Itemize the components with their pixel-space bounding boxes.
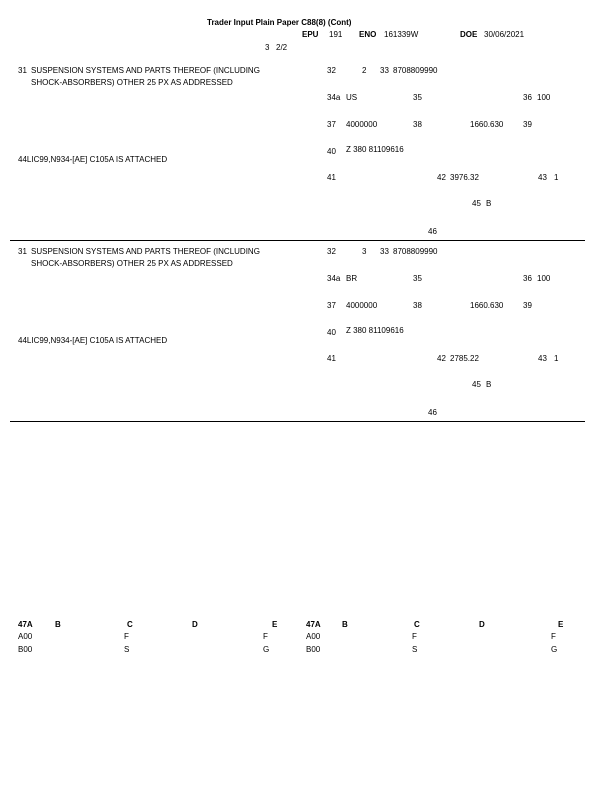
table-cell: F [551,632,556,641]
box-44-additional-info: 44LIC99,N934-[AE] C105A IS ATTACHED [18,155,168,164]
column-header: D [479,620,485,629]
box-33-label: 33 [380,247,389,256]
box-32-label: 32 [327,66,336,75]
commodity-code: 8708809990 [393,247,438,256]
box-42-label: 42 [437,354,446,363]
box-46-label: 46 [428,408,437,417]
box-36-value: 100 [537,274,551,283]
box-31-label: 31 [18,66,27,75]
commodity-code: 8708809990 [393,66,438,75]
goods-description-line-2: SHOCK-ABSORBERS) OTHER 25 PX AS ADDRESSED [31,78,233,87]
table-cell: A00 [18,632,33,641]
doe-value: 30/06/2021 [484,30,525,39]
previous-document: Z 380 81109616 [346,145,404,154]
page-number: 2/2 [276,43,288,52]
box-38-label: 38 [413,120,422,129]
box-34a-label: 34a [327,274,341,283]
table-cell: S [124,645,130,654]
box-46-label: 46 [428,227,437,236]
eno-label: ENO [359,30,377,39]
box-37-label: 37 [327,301,336,310]
box-40-label: 40 [327,147,336,156]
net-mass: 1660.630 [470,301,504,310]
form-number: 3 [265,43,270,52]
procedure-code: 4000000 [346,301,378,310]
box-36-label: 36 [523,274,532,283]
box-36-label: 36 [523,93,532,102]
box-41-label: 41 [327,354,336,363]
box-32-value: 3 [362,247,367,256]
box-44-additional-info: 44LIC99,N934-[AE] C105A IS ATTACHED [18,336,168,345]
net-mass: 1660.630 [470,120,504,129]
box-45-label: 45 [472,199,481,208]
column-header: 47A [18,620,33,629]
goods-description-line-1: SUSPENSION SYSTEMS AND PARTS THEREOF (INCLUDING [31,247,260,256]
goods-description-line-2: SHOCK-ABSORBERS) OTHER 25 PX AS ADDRESSED [31,259,233,268]
table-cell: S [412,645,418,654]
box-43-label: 43 [538,354,547,363]
box-43-value: 1 [554,354,559,363]
box-45-label: 45 [472,380,481,389]
country-of-origin: BR [346,274,358,283]
column-header: E [272,620,278,629]
column-header: C [127,620,133,629]
box-40-label: 40 [327,328,336,337]
column-header: D [192,620,198,629]
box-36-value: 100 [537,93,551,102]
doe-label: DOE [460,30,478,39]
box-45-value: B [486,199,492,208]
box-43-value: 1 [554,173,559,182]
table-cell: G [263,645,270,654]
box-35-label: 35 [413,274,422,283]
box-32-value: 2 [362,66,367,75]
table-cell: F [412,632,417,641]
epu-label: EPU [302,30,319,39]
table-cell: G [551,645,558,654]
box-31-label: 31 [18,247,27,256]
box-33-label: 33 [380,66,389,75]
item-price: 2785.22 [450,354,479,363]
table-cell: B00 [306,645,321,654]
previous-document: Z 380 81109616 [346,326,404,335]
goods-description-line-1: SUSPENSION SYSTEMS AND PARTS THEREOF (INCLUDING [31,66,260,75]
box-34a-label: 34a [327,93,341,102]
item-block-1 [0,0,612,236]
item-block-2 [0,181,612,417]
table-cell: F [124,632,129,641]
box-41-label: 41 [327,173,336,182]
box-45-value: B [486,380,492,389]
box-32-label: 32 [327,247,336,256]
country-of-origin: US [346,93,358,102]
column-header: B [55,620,61,629]
box-39-label: 39 [523,120,532,129]
column-header: B [342,620,348,629]
box-38-label: 38 [413,301,422,310]
table-cell: B00 [18,645,33,654]
procedure-code: 4000000 [346,120,378,129]
column-header: 47A [306,620,321,629]
column-header: C [414,620,420,629]
box-43-label: 43 [538,173,547,182]
table-cell: A00 [306,632,321,641]
epu-value: 191 [329,30,343,39]
document-title: Trader Input Plain Paper C88(8) (Cont) [207,18,352,27]
box-39-label: 39 [523,301,532,310]
box-35-label: 35 [413,93,422,102]
item-divider [10,421,585,422]
column-header: E [558,620,564,629]
box-42-label: 42 [437,173,446,182]
box-37-label: 37 [327,120,336,129]
item-price: 3976.32 [450,173,479,182]
eno-value: 161339W [384,30,419,39]
table-cell: F [263,632,268,641]
